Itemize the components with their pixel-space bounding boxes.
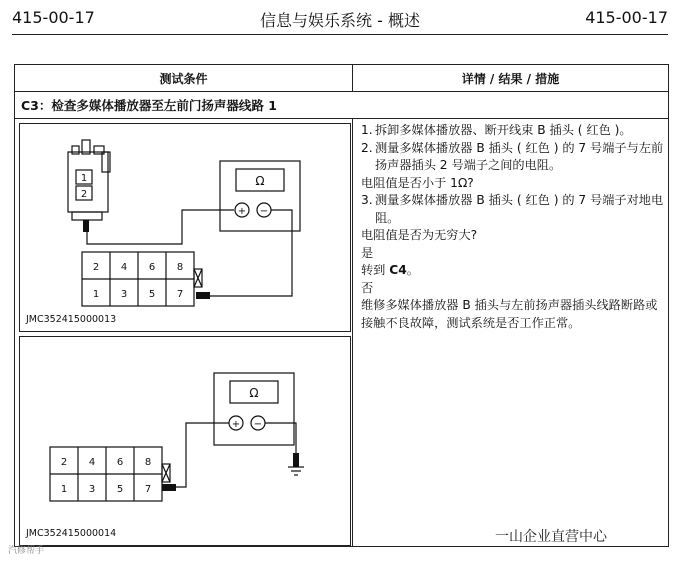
question-1: 电阻值是否小于 1Ω?	[361, 175, 474, 190]
pin-7: 7	[144, 484, 152, 495]
pin-1: 1	[92, 289, 100, 300]
question-2: 电阻值是否为无穷大?	[361, 228, 478, 242]
pin-3: 3	[88, 484, 96, 495]
minus-terminal: −	[259, 206, 269, 217]
pin-2: 2	[92, 262, 100, 273]
page-title: 信息与娱乐系统 - 概述	[260, 11, 420, 30]
figures-cell	[15, 119, 353, 547]
pin-4: 4	[120, 262, 128, 273]
step-2: 2. 测量多媒体播放器 B 插头 ( 红色 ) 的 7 号端子与左前扬声器插头 2 号端子之间的电阻。	[361, 140, 664, 172]
procedure-table	[14, 64, 669, 547]
wiring-figure-1	[19, 123, 351, 332]
pin-3: 3	[120, 289, 128, 300]
pin-8: 8	[144, 457, 152, 468]
page-code-left: 415-00-17	[12, 8, 95, 27]
wiring-figure-2	[19, 336, 351, 546]
plus-terminal: +	[231, 419, 241, 430]
minus-terminal: −	[253, 419, 263, 430]
speaker-plug	[68, 140, 110, 220]
wire-plug-to-meter	[87, 210, 234, 244]
multimeter	[220, 161, 300, 231]
repair-instruction: 维修多媒体播放器 B 插头与左前扬声器插头线路断路或接触不良故障，测试系统是否工作正常。	[361, 298, 658, 330]
pin-7: 7	[176, 289, 184, 300]
plus-terminal: +	[237, 206, 247, 217]
details-cell	[353, 119, 669, 547]
speaker-pin-2: 2	[80, 189, 88, 200]
wiring-diagram-1	[20, 124, 350, 331]
wire-meter-to-pin7	[208, 210, 292, 296]
wiring-diagram-2	[20, 337, 350, 545]
page-code-right: 415-00-17	[585, 8, 668, 27]
ohm-symbol: Ω	[249, 386, 259, 400]
pin-1: 1	[60, 484, 68, 495]
section-title: C3：检查多媒体播放器至左前门扬声器线路 1	[15, 92, 669, 119]
speaker-pin-1: 1	[80, 173, 88, 184]
pin-4: 4	[88, 457, 96, 468]
column-header-conditions: 测试条件	[15, 65, 353, 92]
pin-5: 5	[148, 289, 156, 300]
multimeter	[214, 373, 294, 445]
watermark-brand: 一山企业直营中心	[495, 529, 607, 545]
watermark-site: 汽修帮手	[8, 546, 45, 556]
page-header	[0, 6, 680, 32]
figure-caption-2: JMC352415000014	[26, 528, 117, 539]
probe-tips	[83, 220, 210, 299]
step-3: 3. 测量多媒体播放器 B 插头 ( 红色 ) 的 7 号端子对地电阻。	[361, 193, 664, 225]
player-connector-b	[50, 447, 170, 501]
wire-meter-to-pin7	[170, 423, 229, 487]
goto-link-c4[interactable]: C4	[389, 263, 407, 277]
ohm-symbol: Ω	[255, 174, 265, 188]
goto-instruction: 转到 C4。	[361, 263, 419, 277]
player-connector-b	[82, 252, 202, 306]
pin-6: 6	[116, 457, 124, 468]
wire-meter-to-ground	[265, 423, 296, 453]
answer-yes: 是	[361, 245, 374, 260]
answer-no: 否	[361, 280, 374, 295]
column-header-details: 详情 / 结果 / 措施	[353, 65, 669, 92]
probe-tips	[162, 453, 299, 491]
pin-6: 6	[148, 262, 156, 273]
pin-2: 2	[60, 457, 68, 468]
header-rule	[12, 34, 668, 35]
pin-5: 5	[116, 484, 124, 495]
step-1: 1. 拆卸多媒体播放器、断开线束 B 插头 ( 红色 )。	[361, 123, 632, 137]
figure-caption-1: JMC352415000013	[26, 314, 117, 325]
pin-8: 8	[176, 262, 184, 273]
ground-icon	[288, 467, 304, 475]
